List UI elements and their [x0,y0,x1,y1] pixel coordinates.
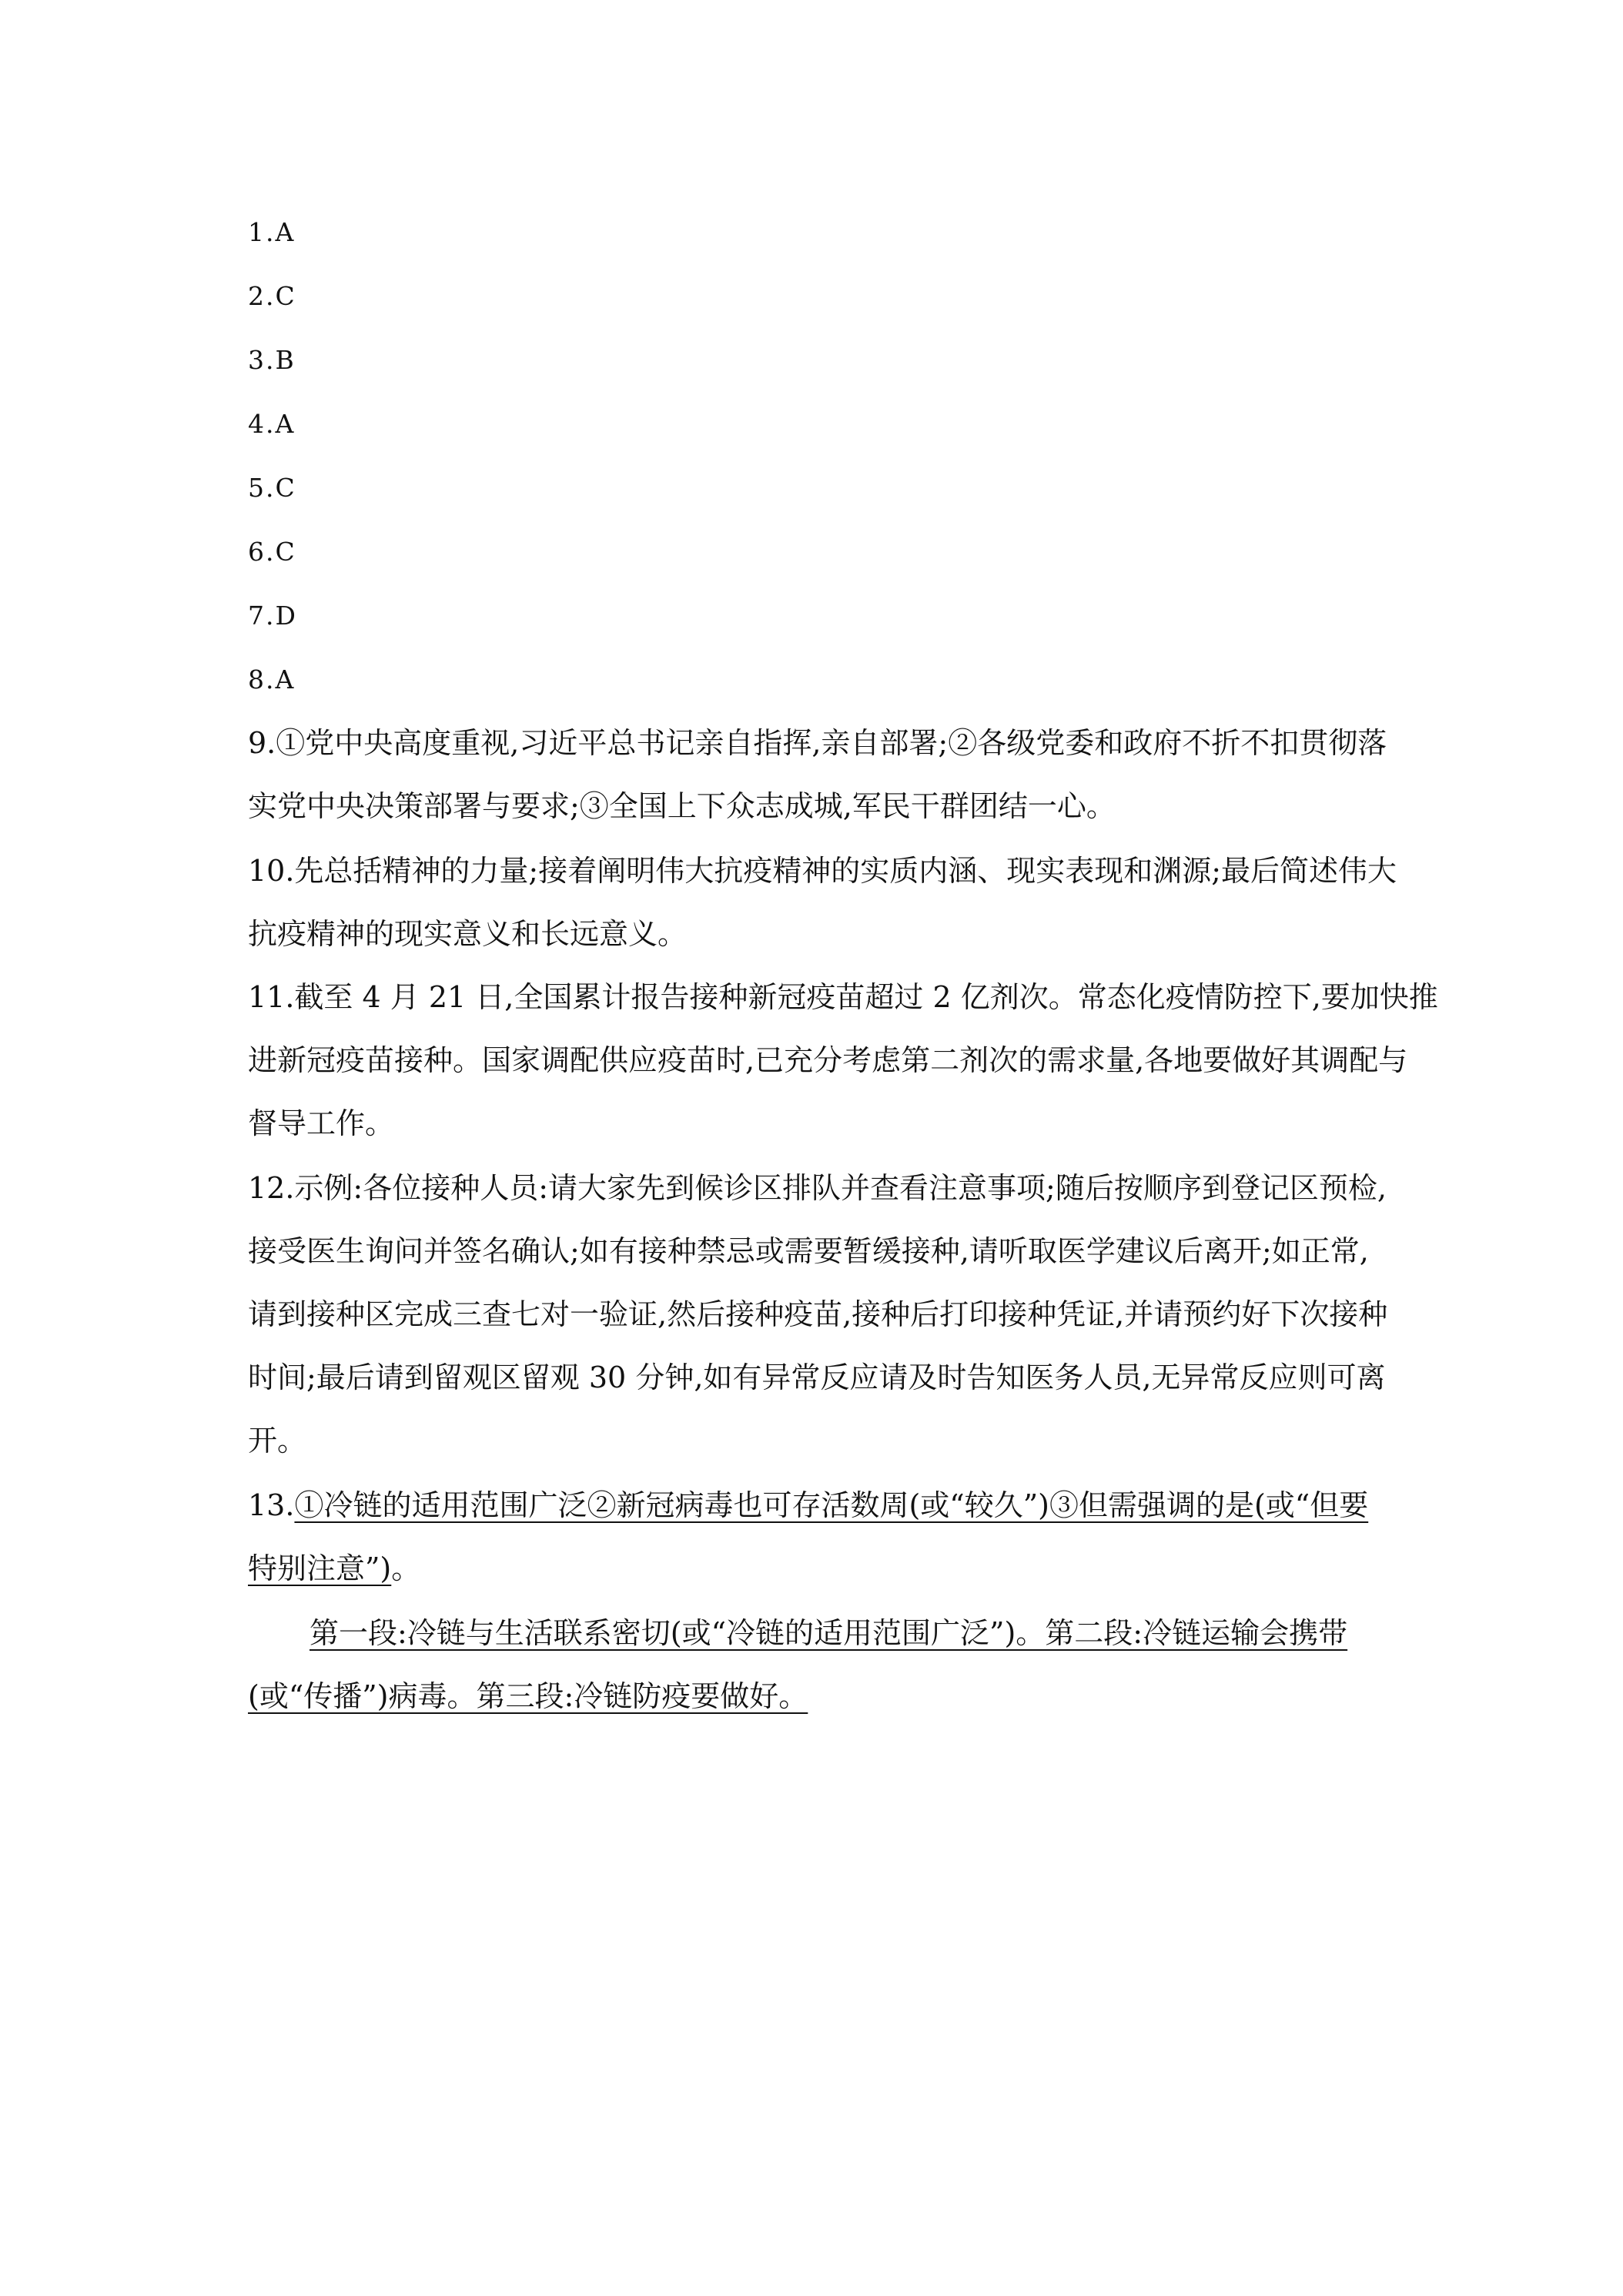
answer-11-line-2: 进新冠疫苗接种。国家调配供应疫苗时,已充分考虑第二剂次的需求量,各地要做好其调配与 [248,1043,1408,1077]
answer-13 [248,1474,1383,1600]
answer-13-line-2 [248,1537,1383,1600]
answer-12-line-2: 接受医生询问并签名确认;如有接种禁忌或需要暂缓接种,请听取医学建议后离开;如正常, [248,1234,1369,1268]
answer-13-number: 13. [248,1488,295,1522]
answer-11-line-3: 督导工作。 [248,1106,395,1140]
answer-9-line-1: 9.①党中央高度重视,习近平总书记亲自指挥,亲自部署;②各级党委和政府不折不扣贯彻落 [248,726,1387,760]
answer-2: 2.C [248,281,296,311]
answer-13-summary-text-2: (或“传播”)病毒。第三段:冷链防疫要做好。 [248,1679,808,1713]
answer-6: 6.C [248,537,296,567]
answer-13-paragraph-summary [248,1602,1383,1728]
answer-13-line-1 [248,1474,1383,1537]
answer-10-line-2: 抗疫精神的现实意义和长远意义。 [248,917,688,951]
answer-12-line-5: 开。 [248,1424,307,1458]
answer-13-summary-line-2 [248,1665,1383,1728]
answer-13-underlined-1: ①冷链的适用范围广泛②新冠病毒也可存活数周(或“较久”)③但需强调的是(或“但要 [294,1488,1369,1522]
answer-10 [248,839,1397,966]
answer-10-line-1: 10.先总括精神的力量;接着阐明伟大抗疫精神的实质内涵、现实表现和渊源;最后简述伟大 [248,854,1397,888]
answer-11 [248,966,1438,1155]
answer-12 [248,1156,1388,1472]
answer-9-line-2: 实党中央决策部署与要求;③全国上下众志成城,军民干群团结一心。 [248,789,1116,823]
answer-4: 4.A [248,409,296,439]
answer-8: 8.A [248,664,296,694]
answer-9 [248,711,1387,838]
answer-12-line-4: 时间;最后请到留观区留观 30 分钟,如有异常反应请及时告知医务人员,无异常反应则可离 [248,1361,1386,1394]
answer-13-summary-line-1 [248,1602,1383,1665]
answer-12-line-1: 12.示例:各位接种人员:请大家先到候诊区排队并查看注意事项;随后按顺序到登记区预检, [248,1171,1387,1205]
answer-3: 3.B [248,345,296,375]
answer-7: 7.D [248,601,297,631]
answer-5: 5.C [248,473,296,503]
answer-1: 1.A [248,217,296,247]
answer-12-line-3: 请到接种区完成三查七对一验证,然后接种疫苗,接种后打印接种凭证,并请预约好下次接种 [248,1297,1388,1331]
answer-13-underlined-2: 特别注意”) [248,1551,392,1585]
answer-11-line-1: 11.截至 4 月 21 日,全国累计报告接种新冠疫苗超过 2 亿剂次。常态化疫情防控下,要加快推 [248,980,1438,1014]
answer-13-line-2-tail: 。 [391,1551,421,1585]
answer-13-summary-text-1: 第一段:冷链与生活联系密切(或“冷链的适用范围广泛”)。第二段:冷链运输会携带 [310,1616,1348,1650]
